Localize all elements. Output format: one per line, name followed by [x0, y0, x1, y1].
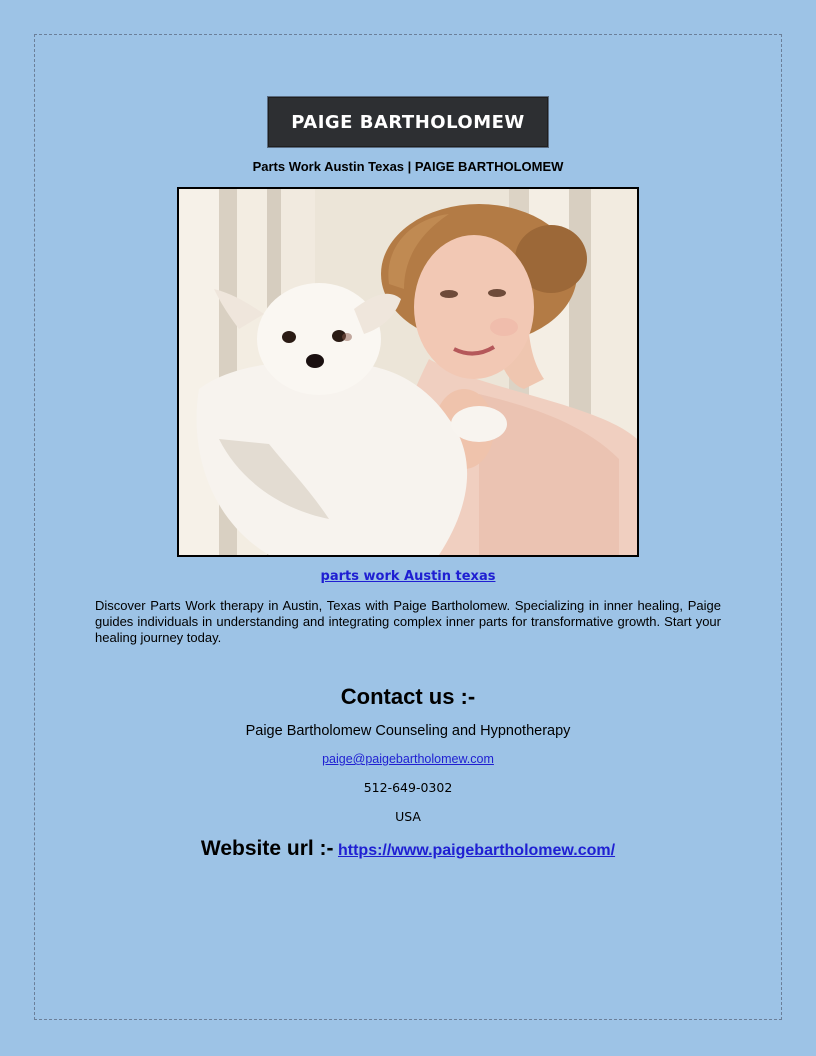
website-row	[0, 837, 816, 861]
photo-caption-link[interactable]	[0, 569, 816, 584]
country: USA	[395, 809, 421, 824]
contact-heading: Contact us :-	[340, 684, 476, 709]
email-row[interactable]	[0, 752, 816, 766]
page-title: Parts Work Austin Texas | PAIGE BARTHOLOMEW	[252, 159, 564, 174]
email-link[interactable]: paige@paigebartholomew.com	[322, 752, 494, 766]
phone-number: 512-649-0302	[363, 780, 453, 795]
profile-photo	[177, 187, 639, 557]
brand-logo	[268, 97, 548, 147]
website-label: Website url :-	[200, 837, 334, 860]
photo-illustration	[179, 189, 637, 555]
organization-name: Paige Bartholomew Counseling and Hypnotherapy	[245, 723, 571, 739]
website-link[interactable]: https://www.paigebartholomew.com/	[338, 842, 616, 859]
description-paragraph: Discover Parts Work therapy in Austin, Texas with Paige Bartholomew. Specializing in inner healing, Paige guides individuals in understanding and integrating complex inner parts for transformative growth. Start your healing journey today.	[95, 598, 721, 645]
logo-text: PAIGE BARTHOLOMEW	[291, 111, 525, 133]
parts-work-link[interactable]: parts work Austin texas	[320, 569, 496, 584]
